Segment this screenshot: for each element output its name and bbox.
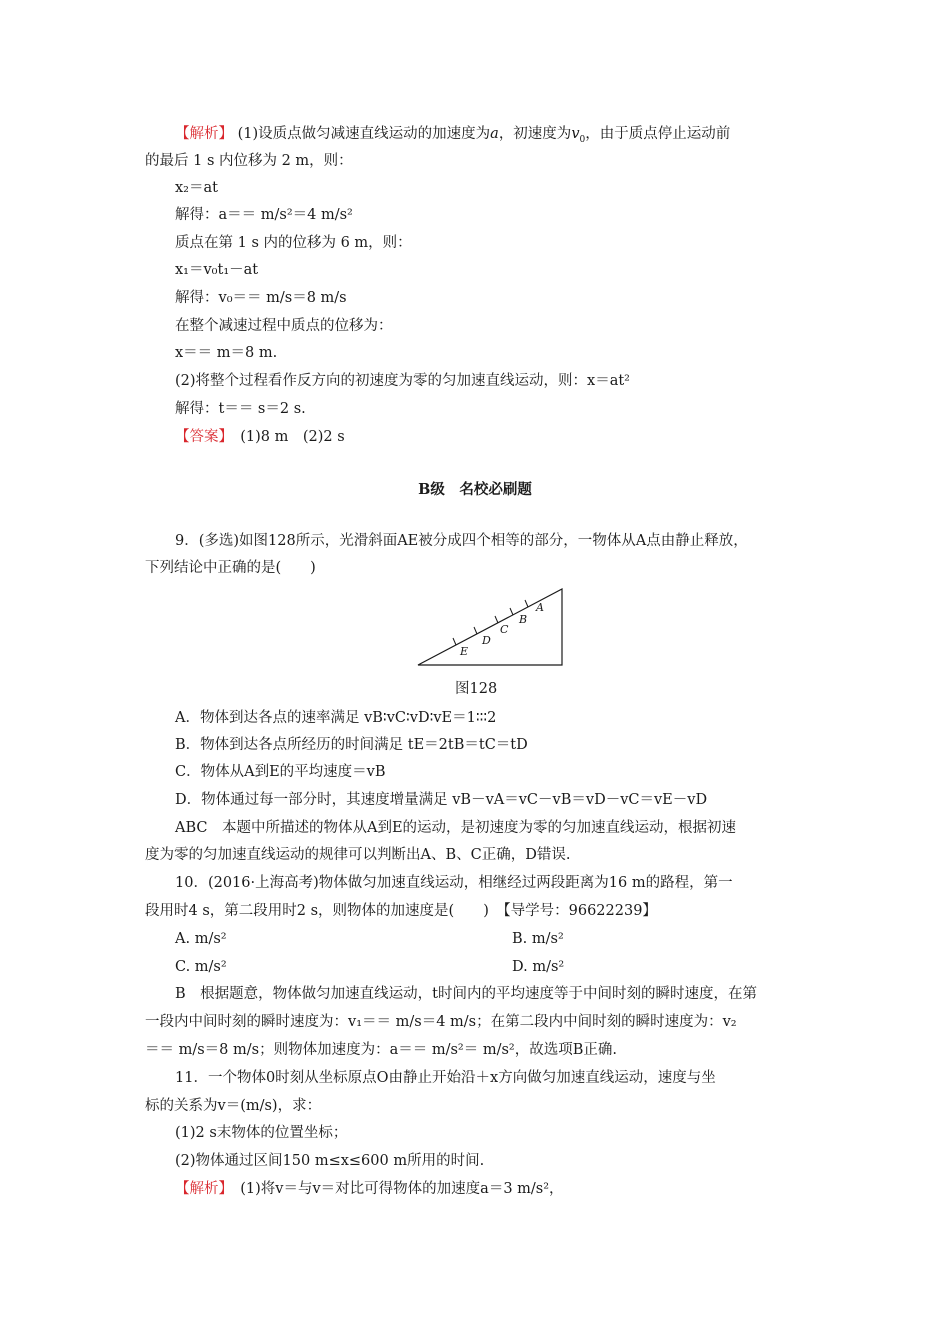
answer-line — [175, 427, 345, 447]
q9-option-c: C．物体从A到E的平均速度＝vB — [175, 764, 386, 780]
q9-option-a: A．物体到达各点的速率满足 vB∶vC∶vD∶vE＝1∶∶∶2 — [175, 710, 497, 726]
figure-caption: 图128 — [455, 681, 498, 697]
equation-1: x₂＝at — [175, 180, 218, 196]
q10-option-c: C. m/s² — [175, 959, 227, 975]
equation-3: x＝＝ m＝8 m. — [175, 345, 278, 361]
equation-2: x₁＝v₀t₁－at — [175, 262, 259, 278]
q10-stem-1: 10．(2016·上海高考)物体做匀加速直线运动，相继经过两段距离为16 m的路程，第一 — [175, 875, 733, 891]
analysis-tag: 【解析】 — [175, 126, 233, 142]
q9-option-b: B．物体到达各点所经历的时间满足 tE＝2tB＝tC＝tD — [175, 737, 528, 753]
q9-explanation-2: 度为零的匀加速直线运动的规律可以判断出A、B、C正确，D错误. — [145, 847, 571, 863]
analysis-text-1c: ，由于质点停止运动前 — [585, 126, 731, 142]
analysis-line-1 — [175, 124, 730, 150]
point-label-b: B — [519, 613, 528, 626]
answer-text: (1)8 m (2)2 s — [240, 429, 345, 445]
q10-explanation-1: B 根据题意，物体做匀加速直线运动，t时间内的平均速度等于中间时刻的瞬时速度，在第 — [175, 986, 757, 1002]
q10-explanation-3: ＝＝ m/s＝8 m/s；则物体加速度为：a＝＝ m/s²＝ m/s²，故选项B正确. — [145, 1042, 617, 1058]
q9-option-d: D．物体通过每一部分时，其速度增量满足 vB－vA＝vC－vB＝vD－vC＝vE－vD — [175, 792, 708, 808]
sub-0: 0 — [579, 134, 586, 145]
tick-mark — [525, 600, 528, 607]
q11-analysis-text: (1)将v＝与v＝对比可得物体的加速度a＝3 m/s²， — [240, 1181, 564, 1197]
tick-mark — [453, 638, 456, 645]
q11-analysis-line — [175, 1179, 564, 1199]
point-label-e: E — [460, 645, 469, 658]
section-title: B级 名校必刷题 — [418, 481, 532, 498]
q10-option-d: D. m/s² — [512, 959, 565, 975]
solution-1: 解得：a＝＝ m/s²＝4 m/s² — [175, 207, 353, 223]
q11-sub-2: (2)物体通过区间150 m≤x≤600 m所用的时间. — [175, 1153, 485, 1169]
answer-tag: 【答案】 — [175, 429, 226, 445]
tick-mark — [510, 608, 513, 615]
point-label-a: A — [536, 601, 544, 614]
var-v0: v — [571, 126, 580, 142]
q11-stem-2: 标的关系为v＝(m/s)，求： — [145, 1098, 322, 1114]
q10-stem-2: 段用时4 s，第二段用时2 s，则物体的加速度是( ) 【导学号：96622239】 — [145, 903, 657, 919]
tick-mark — [474, 627, 477, 634]
var-a: a — [490, 126, 499, 142]
q9-stem-2: 下列结论中正确的是( ) — [145, 560, 316, 576]
incline-figure — [410, 583, 570, 673]
q10-option-a: A. m/s² — [175, 931, 227, 947]
analysis-line-4: 在整个减速过程中质点的位移为： — [175, 318, 393, 334]
tick-mark — [495, 616, 498, 623]
point-label-d: D — [482, 634, 491, 647]
q11-sub-1: (1)2 s末物体的位置坐标； — [175, 1125, 348, 1141]
q11-analysis-tag: 【解析】 — [175, 1181, 226, 1197]
q9-explanation-1: ABC 本题中所描述的物体从A到E的运动，是初速度为零的匀加速直线运动，根据初速 — [175, 820, 737, 836]
solution-2: 解得：v₀＝＝ m/s＝8 m/s — [175, 290, 347, 306]
q9-stem-1: 9．(多选)如图128所示，光滑斜面AE被分成四个相等的部分，一物体从A点由静止释放， — [175, 533, 748, 549]
analysis-line-5: (2)将整个过程看作反方向的初速度为零的匀加速直线运动，则：x＝at² — [175, 373, 630, 389]
q10-option-b: B. m/s² — [512, 931, 564, 947]
point-label-c: C — [500, 623, 509, 636]
analysis-line-2: 的最后 1 s 内位移为 2 m，则： — [145, 153, 353, 169]
solution-3: 解得：t＝＝ s＝2 s. — [175, 401, 306, 417]
q11-stem-1: 11．一个物体0时刻从坐标原点O由静止开始沿＋x方向做匀加速直线运动，速度与坐 — [175, 1070, 716, 1086]
analysis-text-1b: ，初速度为 — [498, 126, 572, 142]
analysis-text-1: (1)设质点做匀减速直线运动的加速度为 — [237, 126, 491, 142]
analysis-line-3: 质点在第 1 s 内的位移为 6 m，则： — [175, 235, 412, 251]
q10-explanation-2: 一段内中间时刻的瞬时速度为：v₁＝＝ m/s＝4 m/s；在第二段内中间时刻的瞬时速度为：v₂ — [145, 1014, 737, 1030]
